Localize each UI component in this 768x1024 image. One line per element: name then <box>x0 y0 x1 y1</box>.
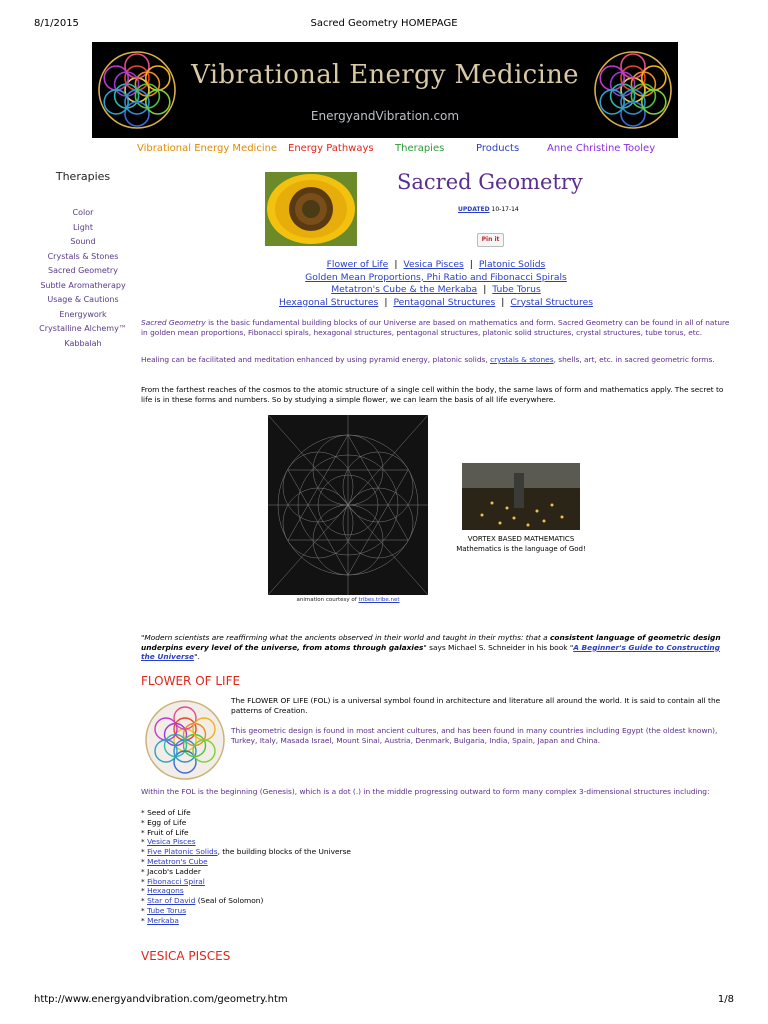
link-golden-mean[interactable]: Golden Mean Proportions, Phi Ratio and Fibonacci Spirals <box>305 271 567 283</box>
animation-credit <box>268 597 428 603</box>
site-banner[interactable] <box>92 42 678 138</box>
updated-link[interactable]: UPDATED <box>458 206 490 213</box>
pinit-button[interactable]: Pin it <box>477 233 504 247</box>
list-link-star-of-david[interactable]: Star of David <box>147 896 196 906</box>
list-link-metatrons-cube[interactable]: Metatron's Cube <box>147 856 208 866</box>
sidebar <box>34 170 132 351</box>
list-link-fibonacci-spiral[interactable]: Fibonacci Spiral <box>147 876 205 886</box>
sacred-geometry-animation[interactable] <box>268 415 428 595</box>
crystals-stones-link[interactable]: crystals & stones <box>490 355 554 364</box>
nav-anne-christine-tooley[interactable]: Anne Christine Tooley <box>547 143 656 154</box>
link-flower-of-life[interactable]: Flower of Life <box>326 259 389 270</box>
list-item: * Hexagons <box>141 886 184 896</box>
schneider-quote <box>141 633 731 662</box>
quote-text-a: "Modern scientists are reaffirming what the ancients observed in their world and taught in their myths: that a <box>141 633 551 642</box>
list-link-merkaba[interactable]: Merkaba <box>147 915 179 925</box>
quote-text-b: " says Michael S. Schneider in his book " <box>423 642 574 652</box>
sidebar-item-sacred-geometry[interactable]: Sacred Geometry <box>48 266 118 275</box>
link-separator: | <box>501 296 505 308</box>
sidebar-item-sound[interactable]: Sound <box>70 237 96 246</box>
sunflower-image <box>265 172 357 246</box>
link-vesica-pisces[interactable]: Vesica Pisces <box>403 259 464 270</box>
intro-term: Sacred Geometry <box>141 318 206 327</box>
list-link-tube-torus[interactable]: Tube Torus <box>147 905 187 915</box>
sidebar-item-energywork[interactable]: Energywork <box>59 309 107 319</box>
list-item-seed-of-life: Seed of Life <box>147 808 191 817</box>
intro-p1-text: is the basic fundamental building blocks of our Universe are based on mathematics and form. Sacred Geometry can be found in all of nature in golden mean proportions, Fibonacci spirals, hexagonal structures, pentagonal structures, platonic solid structures, crystal structures, tube torus, etc. <box>141 318 730 337</box>
print-page-number: 1/8 <box>717 994 734 1005</box>
link-separator: | <box>483 284 487 295</box>
vortex-title: VORTEX BASED MATHEMATICS <box>467 535 575 543</box>
updated-date: 10-17-14 <box>489 206 519 213</box>
sidebar-item-crystals-stones[interactable]: Crystals & Stones <box>47 251 119 261</box>
link-tube-torus[interactable]: Tube Torus <box>492 284 541 295</box>
print-title: Sacred Geometry HOMEPAGE <box>310 18 458 29</box>
nav-energy-pathways[interactable]: Energy Pathways <box>288 143 374 154</box>
page-title: Sacred Geometry <box>397 170 583 194</box>
banner-title: Vibrational Energy Medicine <box>191 60 579 90</box>
nav-products[interactable]: Products <box>476 143 520 154</box>
credit-link[interactable]: tribes.tribe.net <box>358 597 400 603</box>
list-item: * Seed of Life <box>141 808 191 817</box>
topic-links <box>141 259 731 309</box>
list-item-fruit-of-life: Fruit of Life <box>147 827 189 837</box>
list-item: * Metatron's Cube <box>141 856 208 866</box>
print-date: 8/1/2015 <box>34 18 79 29</box>
sidebar-item-color[interactable]: Color <box>72 208 94 217</box>
link-separator: | <box>394 259 398 270</box>
book-link[interactable]: A Beginner's Guide to Constructing the Universe <box>141 642 720 662</box>
intro-paragraph-1 <box>141 318 731 338</box>
list-item: * Jacob's Ladder <box>141 866 201 876</box>
credit-text: animation courtesy of <box>296 597 359 603</box>
fol-paragraph-3: Within the FOL is the beginning (Genesis), which is a dot (.) in the middle progressing outward to form many complex 3-dimensional structures including: <box>141 787 710 796</box>
quote-bold: consistent language of geometric design underpins every level of the universe, from atoms through galaxies <box>141 633 721 652</box>
intro-p2-text-b: , shells, art, etc. in sacred geometric forms. <box>553 355 715 364</box>
list-item: * Fruit of Life <box>141 827 189 837</box>
vortex-video-thumbnail[interactable] <box>462 463 580 530</box>
quote-text-c: ". <box>194 652 200 662</box>
link-separator: | <box>384 296 388 308</box>
list-link-hexagons[interactable]: Hexagons <box>147 886 184 896</box>
link-hexagonal-structures[interactable]: Hexagonal Structures <box>278 296 379 308</box>
nav-therapies[interactable]: Therapies <box>395 143 445 154</box>
nav-vibrational-energy-medicine[interactable]: Vibrational Energy Medicine <box>137 143 278 154</box>
fol-structures-list <box>141 808 351 926</box>
fol-paragraph-2: This geometric design is found in most ancient cultures, and has been found in many countries including Egypt (the oldest known), Turkey, Italy, Masada Israel, Mount Sinai, Austria, Denmark, Bulgaria, India, Spain, Japan and China. <box>231 726 718 745</box>
flower-of-life-logo-right <box>592 48 674 132</box>
banner-subtitle[interactable]: EnergyandVibration.com <box>310 109 460 123</box>
sidebar-item-kabbalah[interactable]: Kabbalah <box>64 338 102 348</box>
updated-line <box>458 206 519 213</box>
print-url: http://www.energyandvibration.com/geometry.htm <box>34 994 288 1005</box>
list-item: * Star of David (Seal of Solomon) <box>141 896 264 906</box>
list-item-extra: (Seal of Solomon) <box>195 896 264 906</box>
intro-paragraph-2 <box>141 355 731 365</box>
link-crystal-structures[interactable]: Crystal Structures <box>510 296 594 308</box>
link-separator: | <box>469 259 473 270</box>
sidebar-item-usage-cautions[interactable]: Usage & Cautions <box>47 295 119 304</box>
sidebar-heading: Therapies <box>55 170 111 183</box>
list-link-five-platonic-solids[interactable]: Five Platonic Solids <box>147 847 218 857</box>
vesica-pisces-heading: VESICA PISCES <box>141 949 231 963</box>
sidebar-item-subtle-aromatherapy[interactable]: Subtle Aromatherapy <box>40 280 126 290</box>
list-link-vesica-pisces[interactable]: Vesica Pisces <box>147 837 196 847</box>
list-item-egg-of-life: Egg of Life <box>147 817 187 827</box>
sidebar-item-light[interactable]: Light <box>73 222 93 232</box>
sidebar-item-crystalline-alchemy[interactable]: Crystalline Alchemy™ <box>39 324 127 333</box>
intro-p2-text-a: Healing can be facilitated and meditation enhanced by using pyramid energy, platonic solids, <box>141 355 491 364</box>
list-item-jacobs-ladder: Jacob's Ladder <box>147 866 201 876</box>
list-item: * Five Platonic Solids, the building blocks of the Universe <box>141 847 351 857</box>
list-item: * Egg of Life <box>141 817 187 827</box>
list-item: * Vesica Pisces <box>141 837 196 847</box>
flower-of-life-heading: FLOWER OF LIFE <box>141 674 241 688</box>
list-item-extra: , the building blocks of the Universe <box>217 847 351 857</box>
link-metatrons-cube[interactable]: Metatron's Cube & the Merkaba <box>331 284 478 295</box>
fol-paragraph-1: The FLOWER OF LIFE (FOL) is a universal symbol found in architecture and literature all around the world. It is said to contain all the patterns of Creation. <box>231 696 721 715</box>
list-item: * Fibonacci Spiral <box>141 876 205 886</box>
flower-of-life-image <box>145 700 225 780</box>
link-platonic-solids[interactable]: Platonic Solids <box>478 259 546 270</box>
vortex-subtitle: Mathematics is the language of God! <box>456 545 586 553</box>
link-pentagonal-structures[interactable]: Pentagonal Structures <box>393 296 496 308</box>
list-item: * Tube Torus <box>141 905 187 915</box>
list-item: * Merkaba <box>141 915 179 925</box>
intro-paragraph-3: From the farthest reaches of the cosmos to the atomic structure of a single cell within the body, the same laws of form and mathematics apply. The secret to life is in these forms and numbers. So by studying a simple flower, we can learn the basis of all life everywhere. <box>141 385 724 404</box>
